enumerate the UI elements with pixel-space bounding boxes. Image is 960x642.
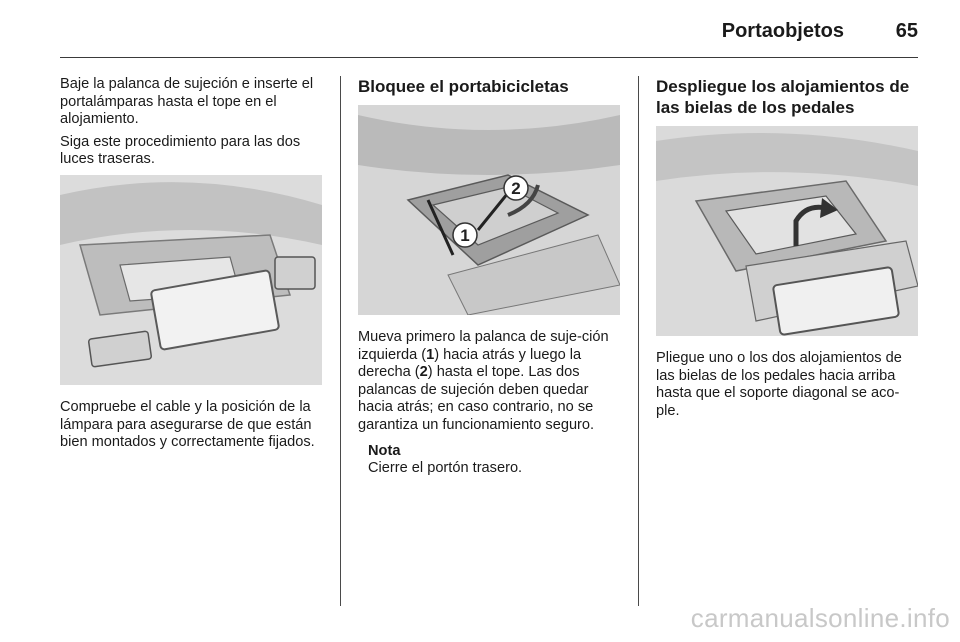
page-header (60, 0, 918, 58)
note-text: Cierre el portón trasero. (368, 460, 523, 477)
column-divider-right (638, 76, 639, 606)
paragraph-both-lights: Siga este procedimiento para las dos luces traseras. (60, 133, 301, 168)
paragraph-check-cable: Compruebe el cable y la posición de la lámpara para asegurarse de que están bien montados y correctamente fijados. (60, 398, 315, 451)
column-right (656, 76, 918, 425)
figure-clamping-levers (358, 105, 620, 315)
heading-unfold-pedal-mounts: Despliegue los alojamientos de las bielas de los pedales (656, 77, 910, 117)
page-title: Portaobjetos (721, 20, 844, 42)
ref-lever-1: 1 (426, 346, 435, 363)
column-divider-left (340, 76, 341, 606)
note-title: Nota (368, 442, 401, 459)
heading-lock-bike-carrier: Bloquee el portabicicletas (358, 77, 569, 96)
page-number: 65 (895, 20, 918, 42)
callout-2: 2 (511, 179, 521, 198)
paragraph-insert-lampholder: Baje la palanca de sujeción e inserte el portalámparas hasta el tope en el alojamiento. (60, 76, 314, 128)
note-block (368, 443, 620, 478)
paragraph-fold-pedal-mounts: Pliegue uno o los dos alojamientos de las bielas de los pedales hacia arriba hasta que el soporte diagonal se aco-ple. (656, 350, 902, 419)
watermark-text: carmanualsonline.info (690, 603, 950, 633)
column-left (60, 76, 322, 457)
figure-pedal-mounts (656, 126, 918, 336)
callout-1: 1 (460, 226, 470, 245)
paragraph-move-levers: Mueva primero la palanca de suje-ción izquierda (1) hacia atrás y luego la derecha (2) hasta el tope. Las dos palancas de sujeción deben quedar hacia atrás; en caso contrario, no se garantiza un funcionamiento seguro. (358, 329, 609, 433)
column-middle (358, 76, 620, 478)
ref-lever-2: 2 (419, 364, 428, 381)
header-divider (60, 57, 918, 58)
figure-lampholder (60, 175, 322, 385)
